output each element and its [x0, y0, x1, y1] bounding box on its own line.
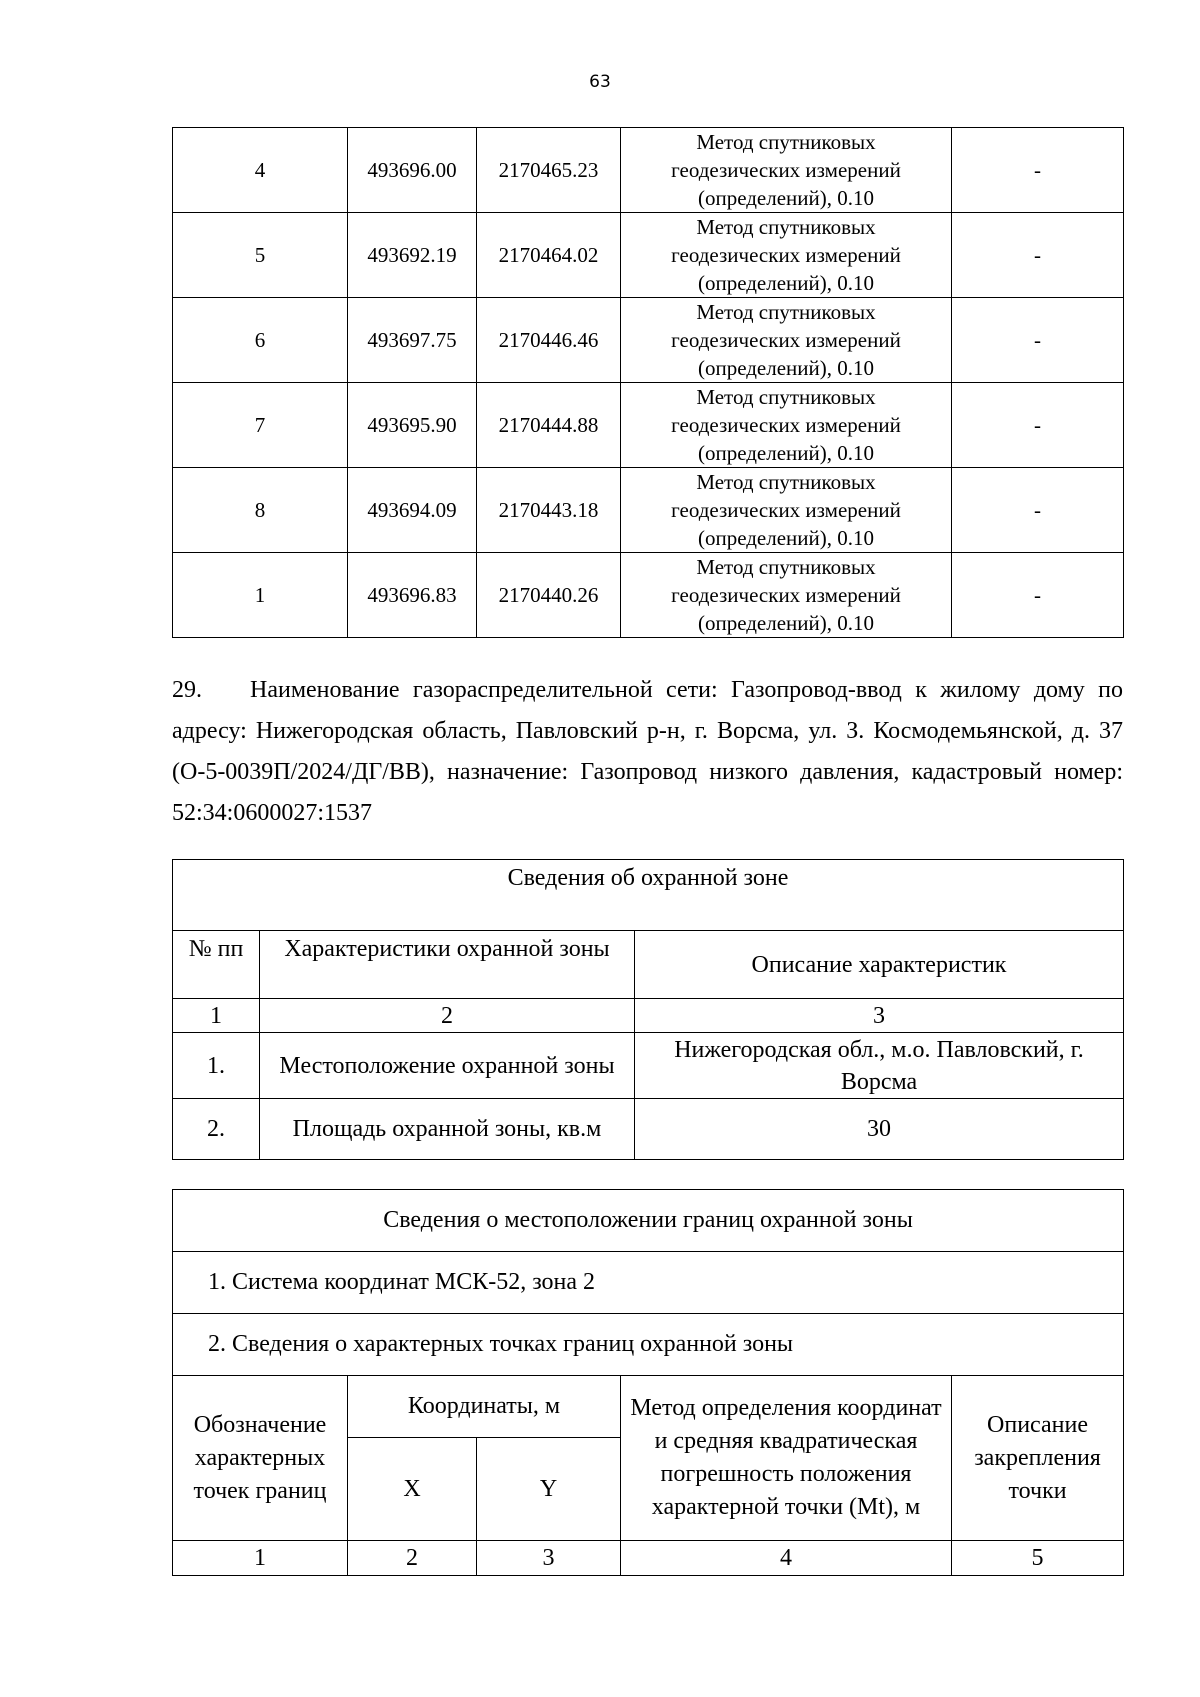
- method-line: (определений), 0.10: [697, 526, 875, 550]
- method-cell: [621, 128, 952, 213]
- y-cell: 2170440.26: [477, 553, 621, 638]
- description-cell: -: [952, 298, 1124, 383]
- zone-table-title: Сведения об охранной зоне: [173, 860, 1124, 931]
- table-row: [173, 553, 1124, 638]
- table-row: [173, 128, 1124, 213]
- x-cell: 493696.00: [348, 128, 477, 213]
- header-characteristics: Характеристики охранной зоны: [260, 931, 635, 999]
- x-cell: 493695.90: [348, 383, 477, 468]
- row-1-characteristic: Местоположение охранной зоны: [260, 1033, 635, 1099]
- header-point-designation: Обозначение характерных точек границ: [173, 1376, 348, 1541]
- bounds-col-1: 1: [173, 1541, 348, 1576]
- description-cell: -: [952, 468, 1124, 553]
- method-line: (определений), 0.10: [697, 441, 875, 465]
- method-cell: [621, 383, 952, 468]
- header-number: № пп: [173, 931, 260, 999]
- y-cell: 2170443.18: [477, 468, 621, 553]
- description-cell: -: [952, 213, 1124, 298]
- method-cell: [621, 553, 952, 638]
- bounds-table-title: Сведения о местоположении границ охранной зоны: [173, 1190, 1124, 1252]
- method-line: геодезических измерений: [671, 583, 901, 607]
- method-cell: [621, 468, 952, 553]
- point-cell: 1: [173, 553, 348, 638]
- points-title: 2. Сведения о характерных точках границ охранной зоны: [173, 1314, 1124, 1376]
- method-line: геодезических измерений: [671, 158, 901, 182]
- method-line: (определений), 0.10: [697, 356, 875, 380]
- method-line: геодезических измерений: [671, 328, 901, 352]
- row-2-characteristic: Площадь охранной зоны, кв.м: [260, 1099, 635, 1160]
- y-cell: 2170464.02: [477, 213, 621, 298]
- header-method: Метод определения координат и средняя квадратическая погрешность положения характерной точки (Mt), м: [621, 1376, 952, 1541]
- method-line: Метод спутниковых: [696, 300, 876, 324]
- header-description: Описание характеристик: [635, 931, 1124, 999]
- method-cell: [621, 213, 952, 298]
- method-line: (определений), 0.10: [697, 186, 875, 210]
- row-1-description: Нижегородская обл., м.о. Павловский, г. Ворсма: [635, 1033, 1124, 1099]
- x-cell: 493697.75: [348, 298, 477, 383]
- method-line: (определений), 0.10: [697, 611, 875, 635]
- bounds-col-3: 3: [477, 1541, 621, 1576]
- bounds-col-4: 4: [621, 1541, 952, 1576]
- table-row: [173, 298, 1124, 383]
- y-cell: 2170444.88: [477, 383, 621, 468]
- x-cell: 493694.09: [348, 468, 477, 553]
- method-line: геодезических измерений: [671, 243, 901, 267]
- page-number: 63: [589, 72, 611, 92]
- bounds-col-5: 5: [952, 1541, 1124, 1576]
- boundaries-table: [172, 1189, 1124, 1576]
- coordinates-table: [172, 127, 1124, 638]
- coordinate-system: 1. Система координат МСК-52, зона 2: [173, 1252, 1124, 1314]
- method-line: геодезических измерений: [671, 413, 901, 437]
- col-number-1: 1: [173, 999, 260, 1033]
- col-number-3: 3: [635, 999, 1124, 1033]
- row-2-number: 2.: [173, 1099, 260, 1160]
- table-row: [173, 468, 1124, 553]
- point-cell: 4: [173, 128, 348, 213]
- network-description: [172, 670, 1123, 834]
- header-fixing-description: Описание закрепления точки: [952, 1376, 1124, 1541]
- row-1-number: 1.: [173, 1033, 260, 1099]
- description-cell: -: [952, 383, 1124, 468]
- point-cell: 6: [173, 298, 348, 383]
- point-cell: 7: [173, 383, 348, 468]
- method-line: Метод спутниковых: [696, 385, 876, 409]
- method-line: (определений), 0.10: [697, 271, 875, 295]
- table-row: [173, 213, 1124, 298]
- method-cell: [621, 298, 952, 383]
- item-text: Наименование газораспределительной сети: Газопровод-ввод к жилому дому по адресу: Нижегородская область, Павловский р-н, г. Ворсма, ул. З. Космодемьянской, д. 37 (О-5-0039П/2024/ДГ/ВВ), назначение: Газопровод низкого давления, кадастровый номер: 52:34:0600027:1537: [172, 677, 1123, 826]
- method-line: Метод спутниковых: [696, 130, 876, 154]
- description-cell: -: [952, 553, 1124, 638]
- item-number: 29.: [172, 677, 202, 703]
- header-coordinates: Координаты, м: [348, 1376, 621, 1438]
- point-cell: 8: [173, 468, 348, 553]
- table-row: [173, 383, 1124, 468]
- description-cell: -: [952, 128, 1124, 213]
- col-number-2: 2: [260, 999, 635, 1033]
- x-cell: 493696.83: [348, 553, 477, 638]
- y-cell: 2170446.46: [477, 298, 621, 383]
- method-line: геодезических измерений: [671, 498, 901, 522]
- point-cell: 5: [173, 213, 348, 298]
- header-y: Y: [477, 1438, 621, 1541]
- protection-zone-table: [172, 859, 1124, 1160]
- bounds-col-2: 2: [348, 1541, 477, 1576]
- method-line: Метод спутниковых: [696, 555, 876, 579]
- method-line: Метод спутниковых: [696, 215, 876, 239]
- x-cell: 493692.19: [348, 213, 477, 298]
- method-line: Метод спутниковых: [696, 470, 876, 494]
- y-cell: 2170465.23: [477, 128, 621, 213]
- header-x: X: [348, 1438, 477, 1541]
- row-2-description: 30: [635, 1099, 1124, 1160]
